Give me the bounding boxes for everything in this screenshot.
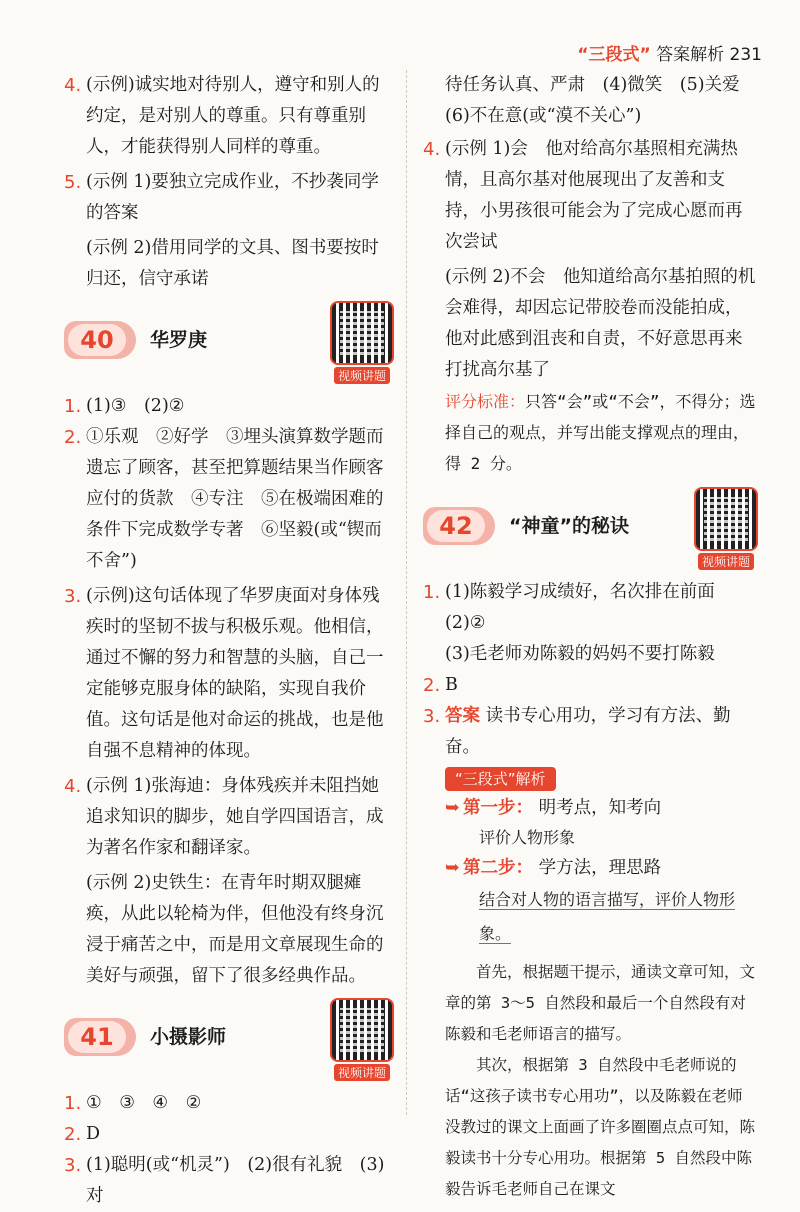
section-title: 小摄影师 bbox=[150, 1026, 227, 1048]
item-number: 4. bbox=[423, 139, 441, 160]
analysis-paragraph: 其次，根据第 3 自然段中毛老师说的话“这孩子读书专心用功”，以及陈毅在老师没教过的课文上面画了许多圈圈点点可知，陈毅读书十分专心用功。根据第 5 自然段中陈毅告诉毛老师自己在课文 bbox=[445, 1056, 756, 1198]
step-label: 第二步： bbox=[463, 858, 533, 878]
answer-item bbox=[64, 581, 394, 767]
item-text: (示例 2)不会 他知道给高尔基拍照的机会难得，却因忘记带胶卷而没能拍成，他对此感到沮丧和自责，不好意思再来打扰高尔基了 bbox=[445, 267, 756, 380]
answer-item bbox=[64, 771, 394, 992]
section-title: 华罗庚 bbox=[150, 329, 208, 351]
item-text: (示例)诚实地对待别人，遵守和别人的约定，是对别人的尊重。只有尊重别人，才能获得别人同样的尊重。 bbox=[86, 75, 380, 157]
item-line: (1)陈毅学习成绩好，名次排在前面 bbox=[445, 582, 715, 602]
item-text: ①乐观 ②好学 ③埋头演算数学题而遗忘了顾客，甚至把算题结果当作顾客应付的货款 ④专注 ⑤在极端困难的条件下完成数学专著 ⑥坚毅(或“锲而不舍”) bbox=[86, 427, 384, 571]
answer-item bbox=[64, 422, 394, 577]
qr-label: 视频讲题 bbox=[334, 367, 390, 384]
step-body bbox=[423, 883, 758, 951]
item-text: (示例 1)张海迪：身体残疾并未阻挡她追求知识的脚步，她自学四国语言，成为著名作家和翻译家。 bbox=[86, 776, 384, 858]
item-line: (2)② bbox=[445, 613, 486, 633]
analysis-pill: “三段式”解析 bbox=[445, 767, 556, 791]
analysis-step-1 bbox=[423, 793, 758, 823]
step-body: 评价人物形象 bbox=[479, 828, 576, 847]
qr-code-video[interactable] bbox=[330, 998, 394, 1081]
step-title: 明考点，知考向 bbox=[538, 798, 662, 818]
answer-item bbox=[423, 701, 758, 763]
section-number: 40 bbox=[68, 324, 126, 356]
section-title: “神童”的秘诀 bbox=[509, 515, 629, 537]
item-number: 1. bbox=[423, 582, 441, 603]
page-number: 231 bbox=[729, 45, 762, 65]
item-text: ① ③ ④ ② bbox=[86, 1093, 202, 1113]
criteria-text: 只答“会”或“不会”，不得分；选择自己的观点，并写出能支撑观点的理由，得 2 分。 bbox=[445, 392, 756, 473]
section-42-header bbox=[423, 481, 758, 577]
item-text: (1)③ (2)② bbox=[86, 396, 185, 416]
qr-code-video[interactable] bbox=[330, 301, 394, 384]
header-title: 答案解析 bbox=[656, 45, 725, 65]
scoring-criteria bbox=[423, 386, 758, 479]
item-number: 3. bbox=[423, 706, 441, 727]
right-column bbox=[423, 70, 758, 1205]
qr-code-icon bbox=[330, 998, 394, 1062]
item-line: (3)毛老师劝陈毅的妈妈不要打陈毅 bbox=[445, 644, 715, 664]
item-text: (示例 1)会 他对给高尔基照相充满热情，且高尔基对他展现出了友善和支持，小男孩很可能会为了完成心愿而再次尝试 bbox=[445, 139, 743, 252]
answer-label: 答案 bbox=[445, 706, 480, 726]
answer-item bbox=[64, 391, 394, 422]
left-column bbox=[64, 70, 394, 1212]
section-number: 42 bbox=[427, 510, 485, 542]
step-body-text: 结合对人物的语言描写，评价人物形象。 bbox=[479, 890, 736, 943]
answer-item bbox=[64, 1150, 394, 1212]
answer-item bbox=[423, 577, 758, 670]
criteria-label: 评分标准： bbox=[445, 392, 526, 411]
section-number: 41 bbox=[68, 1021, 126, 1053]
item-text: (1)聪明(或“机灵”) (2)很有礼貌 (3)对 bbox=[86, 1155, 385, 1206]
item-text: (示例 2)史铁生：在青年时期双腿瘫痪，从此以轮椅为伴，但他没有终身沉浸于痛苦之中，而是用文章展现生命的美好与顽强，留下了很多经典作品。 bbox=[86, 873, 384, 986]
answer-item bbox=[423, 134, 758, 386]
arrow-icon: ➥ bbox=[445, 798, 460, 818]
answer-item-continued bbox=[423, 70, 758, 132]
header-tag: “三段式” bbox=[577, 45, 651, 65]
item-number: 3. bbox=[64, 1155, 82, 1176]
answer-item bbox=[64, 1119, 394, 1150]
item-text: (示例 2)借用同学的文具、图书要按时归还，信守承诺 bbox=[86, 238, 379, 289]
item-number: 4. bbox=[64, 75, 82, 96]
section-40-header bbox=[64, 295, 394, 391]
analysis-step-2 bbox=[423, 853, 758, 883]
step-title: 学方法，理思路 bbox=[538, 858, 662, 878]
qr-code-video[interactable] bbox=[694, 487, 758, 570]
item-number: 4. bbox=[64, 776, 82, 797]
analysis-paragraph: 首先，根据题干提示，通读文章可知，文章的第 3～5 自然段和最后一个自然段有对陈毅和毛老师语言的描写。 bbox=[445, 963, 756, 1043]
section-badge bbox=[64, 321, 136, 359]
item-text: (示例 1)要独立完成作业，不抄袭同学的答案 bbox=[86, 172, 379, 223]
qr-label: 视频讲题 bbox=[334, 1064, 390, 1081]
item-number: 2. bbox=[64, 427, 82, 448]
item-text: (示例)这句话体现了华罗庚面对身体残疾时的坚韧不拔与积极乐观。他相信，通过不懈的努力和智慧的头脑，自己一定能够克服身体的缺陷，实现自我价值。这句话是他对命运的挑战，也是他自强不息精神的体现。 bbox=[86, 586, 384, 761]
item-number: 2. bbox=[423, 675, 441, 696]
page-header bbox=[577, 40, 762, 65]
qr-code-icon bbox=[330, 301, 394, 365]
item-number: 1. bbox=[64, 396, 82, 417]
item-text: 读书专心用功，学习有方法、勤奋。 bbox=[445, 706, 731, 757]
qr-code-icon bbox=[694, 487, 758, 551]
section-41-header bbox=[64, 992, 394, 1088]
answer-item bbox=[64, 167, 394, 295]
section-badge bbox=[64, 1018, 136, 1056]
item-number: 3. bbox=[64, 586, 82, 607]
qr-label: 视频讲题 bbox=[698, 553, 754, 570]
answer-item bbox=[64, 70, 394, 163]
answer-item bbox=[64, 1088, 394, 1119]
item-number: 1. bbox=[64, 1093, 82, 1114]
step-label: 第一步： bbox=[463, 798, 533, 818]
item-text: 待任务认真、严肃 (4)微笑 (5)关爱(6)不在意(或“漠不关心”) bbox=[445, 75, 740, 126]
section-badge bbox=[423, 507, 495, 545]
column-divider bbox=[406, 70, 407, 1115]
arrow-icon: ➥ bbox=[445, 858, 460, 878]
item-number: 2. bbox=[64, 1124, 82, 1145]
item-number: 5. bbox=[64, 172, 82, 193]
item-text: D bbox=[86, 1124, 101, 1144]
answer-item bbox=[423, 670, 758, 701]
item-text: B bbox=[445, 675, 458, 695]
